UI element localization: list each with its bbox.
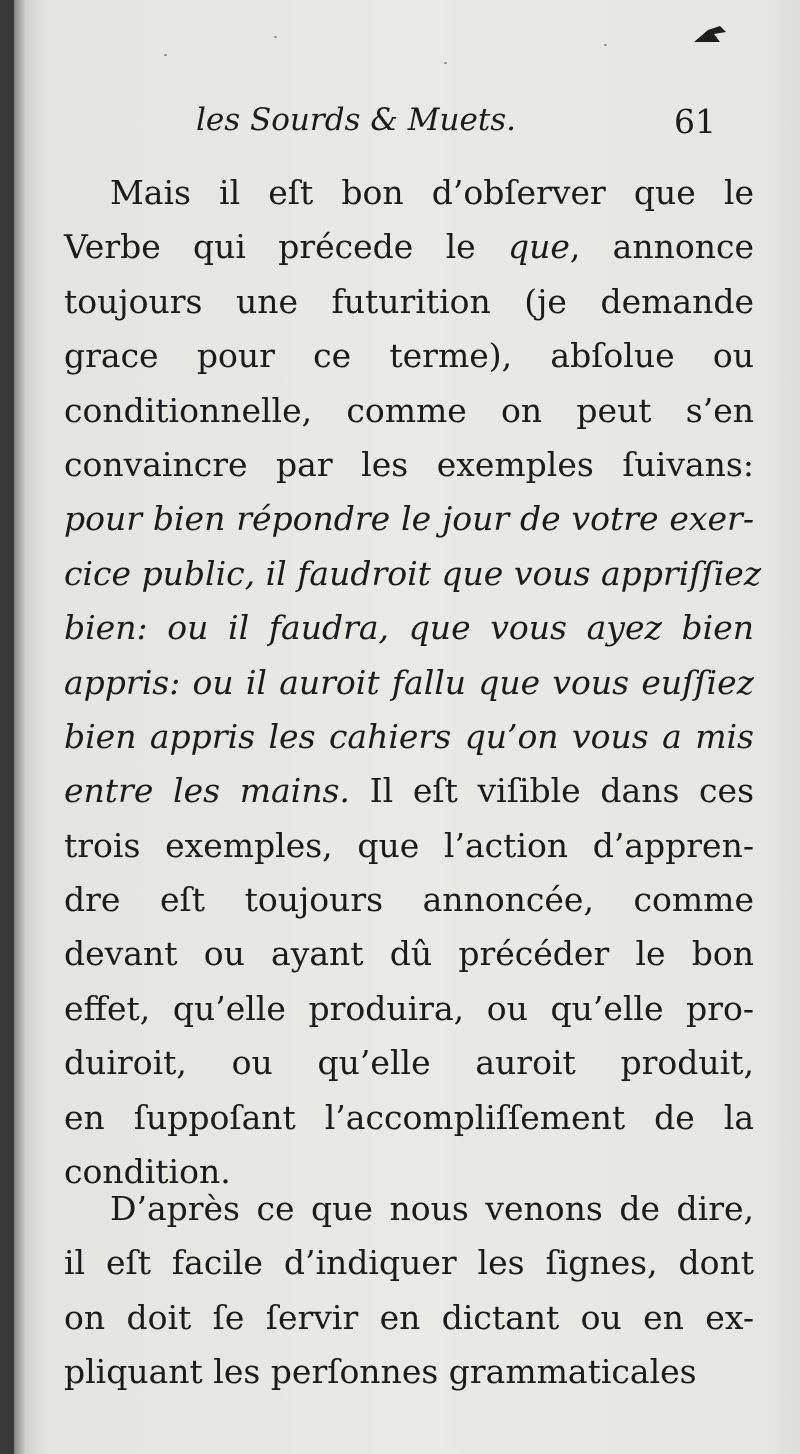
paper-speck xyxy=(604,44,607,46)
text-line xyxy=(64,275,754,329)
text-line xyxy=(64,220,754,274)
book-page xyxy=(14,0,800,1454)
italic-text: entre les mains. xyxy=(64,771,350,811)
text-run: dre eſt toujours annoncée, comme xyxy=(64,880,754,920)
text-run: Mais il eſt bon d’obſerver que le xyxy=(110,173,754,212)
text-run: on doit ſe ſervir en dictant ou en ex- xyxy=(64,1297,754,1337)
italic-text: que xyxy=(507,227,570,267)
text-run: toujours une futurition (je demande xyxy=(64,281,754,321)
text-line xyxy=(64,547,762,601)
page-number: 61 xyxy=(674,102,716,141)
text-run: condition. xyxy=(64,1152,231,1192)
paper-speck xyxy=(444,62,447,64)
text-run: Verbe qui précede le xyxy=(64,227,508,267)
text-run: pliquant les perſonnes grammaticales xyxy=(64,1352,697,1392)
running-title: les Sourds & Muets. xyxy=(196,102,517,138)
paper-speck xyxy=(164,54,167,56)
ink-mark-icon xyxy=(690,22,730,46)
text-run: en ſuppoſant l’accompliſſement de la xyxy=(64,1097,754,1137)
text-line xyxy=(64,492,754,546)
text-run: , annonce xyxy=(569,227,754,267)
text-run: trois exemples, que l’action d’appren- xyxy=(64,825,754,865)
italic-text: cice public, il faudroit que vous appriſſiez xyxy=(64,553,762,593)
text-run: devant ou ayant dû précéder le bon xyxy=(64,934,754,974)
paragraph-1 xyxy=(64,166,762,1199)
text-line xyxy=(64,1036,754,1090)
text-run: D’après ce que nous venons de dire, xyxy=(110,1189,754,1228)
text-line xyxy=(64,166,754,220)
text-run: conditionnelle, comme on peut s’en xyxy=(64,390,754,430)
text-run: duiroit, ou qu’elle auroit produit, xyxy=(64,1043,754,1083)
text-line xyxy=(64,1236,754,1290)
text-run: il eſt facile d’indiquer les ſignes, dont xyxy=(64,1243,754,1283)
italic-text: bien: ou il faudra, que vous ayez bien xyxy=(64,608,754,648)
paper-speck xyxy=(274,36,277,38)
italic-text: appris: ou il auroit fallu que vous euſſiez xyxy=(64,662,754,702)
text-line xyxy=(64,656,754,710)
text-line xyxy=(64,1291,754,1345)
italic-text: bien appris les cahiers qu’on vous a mis xyxy=(64,716,754,756)
text-run: grace pour ce terme), abſolue ou xyxy=(64,336,754,376)
page-header xyxy=(14,102,800,152)
text-line xyxy=(64,438,754,492)
italic-text: pour bien répondre le jour de votre exer- xyxy=(64,499,754,539)
text-run: Il eſt viſible dans ces xyxy=(349,771,754,811)
paragraph-2 xyxy=(64,1182,754,1400)
text-line xyxy=(64,873,754,927)
text-line xyxy=(64,384,754,438)
text-line xyxy=(64,710,754,764)
text-line xyxy=(64,1091,754,1145)
text-run: effet, qu’elle produira, ou qu’elle pro- xyxy=(64,988,754,1028)
text-line xyxy=(64,982,754,1036)
text-line xyxy=(64,1182,754,1236)
text-run: convaincre par les exemples ſuivans: xyxy=(64,444,754,484)
text-line xyxy=(64,601,754,655)
text-line xyxy=(64,764,754,818)
text-line xyxy=(64,329,754,383)
text-line xyxy=(64,1345,754,1399)
text-line xyxy=(64,927,754,981)
text-line xyxy=(64,819,754,873)
